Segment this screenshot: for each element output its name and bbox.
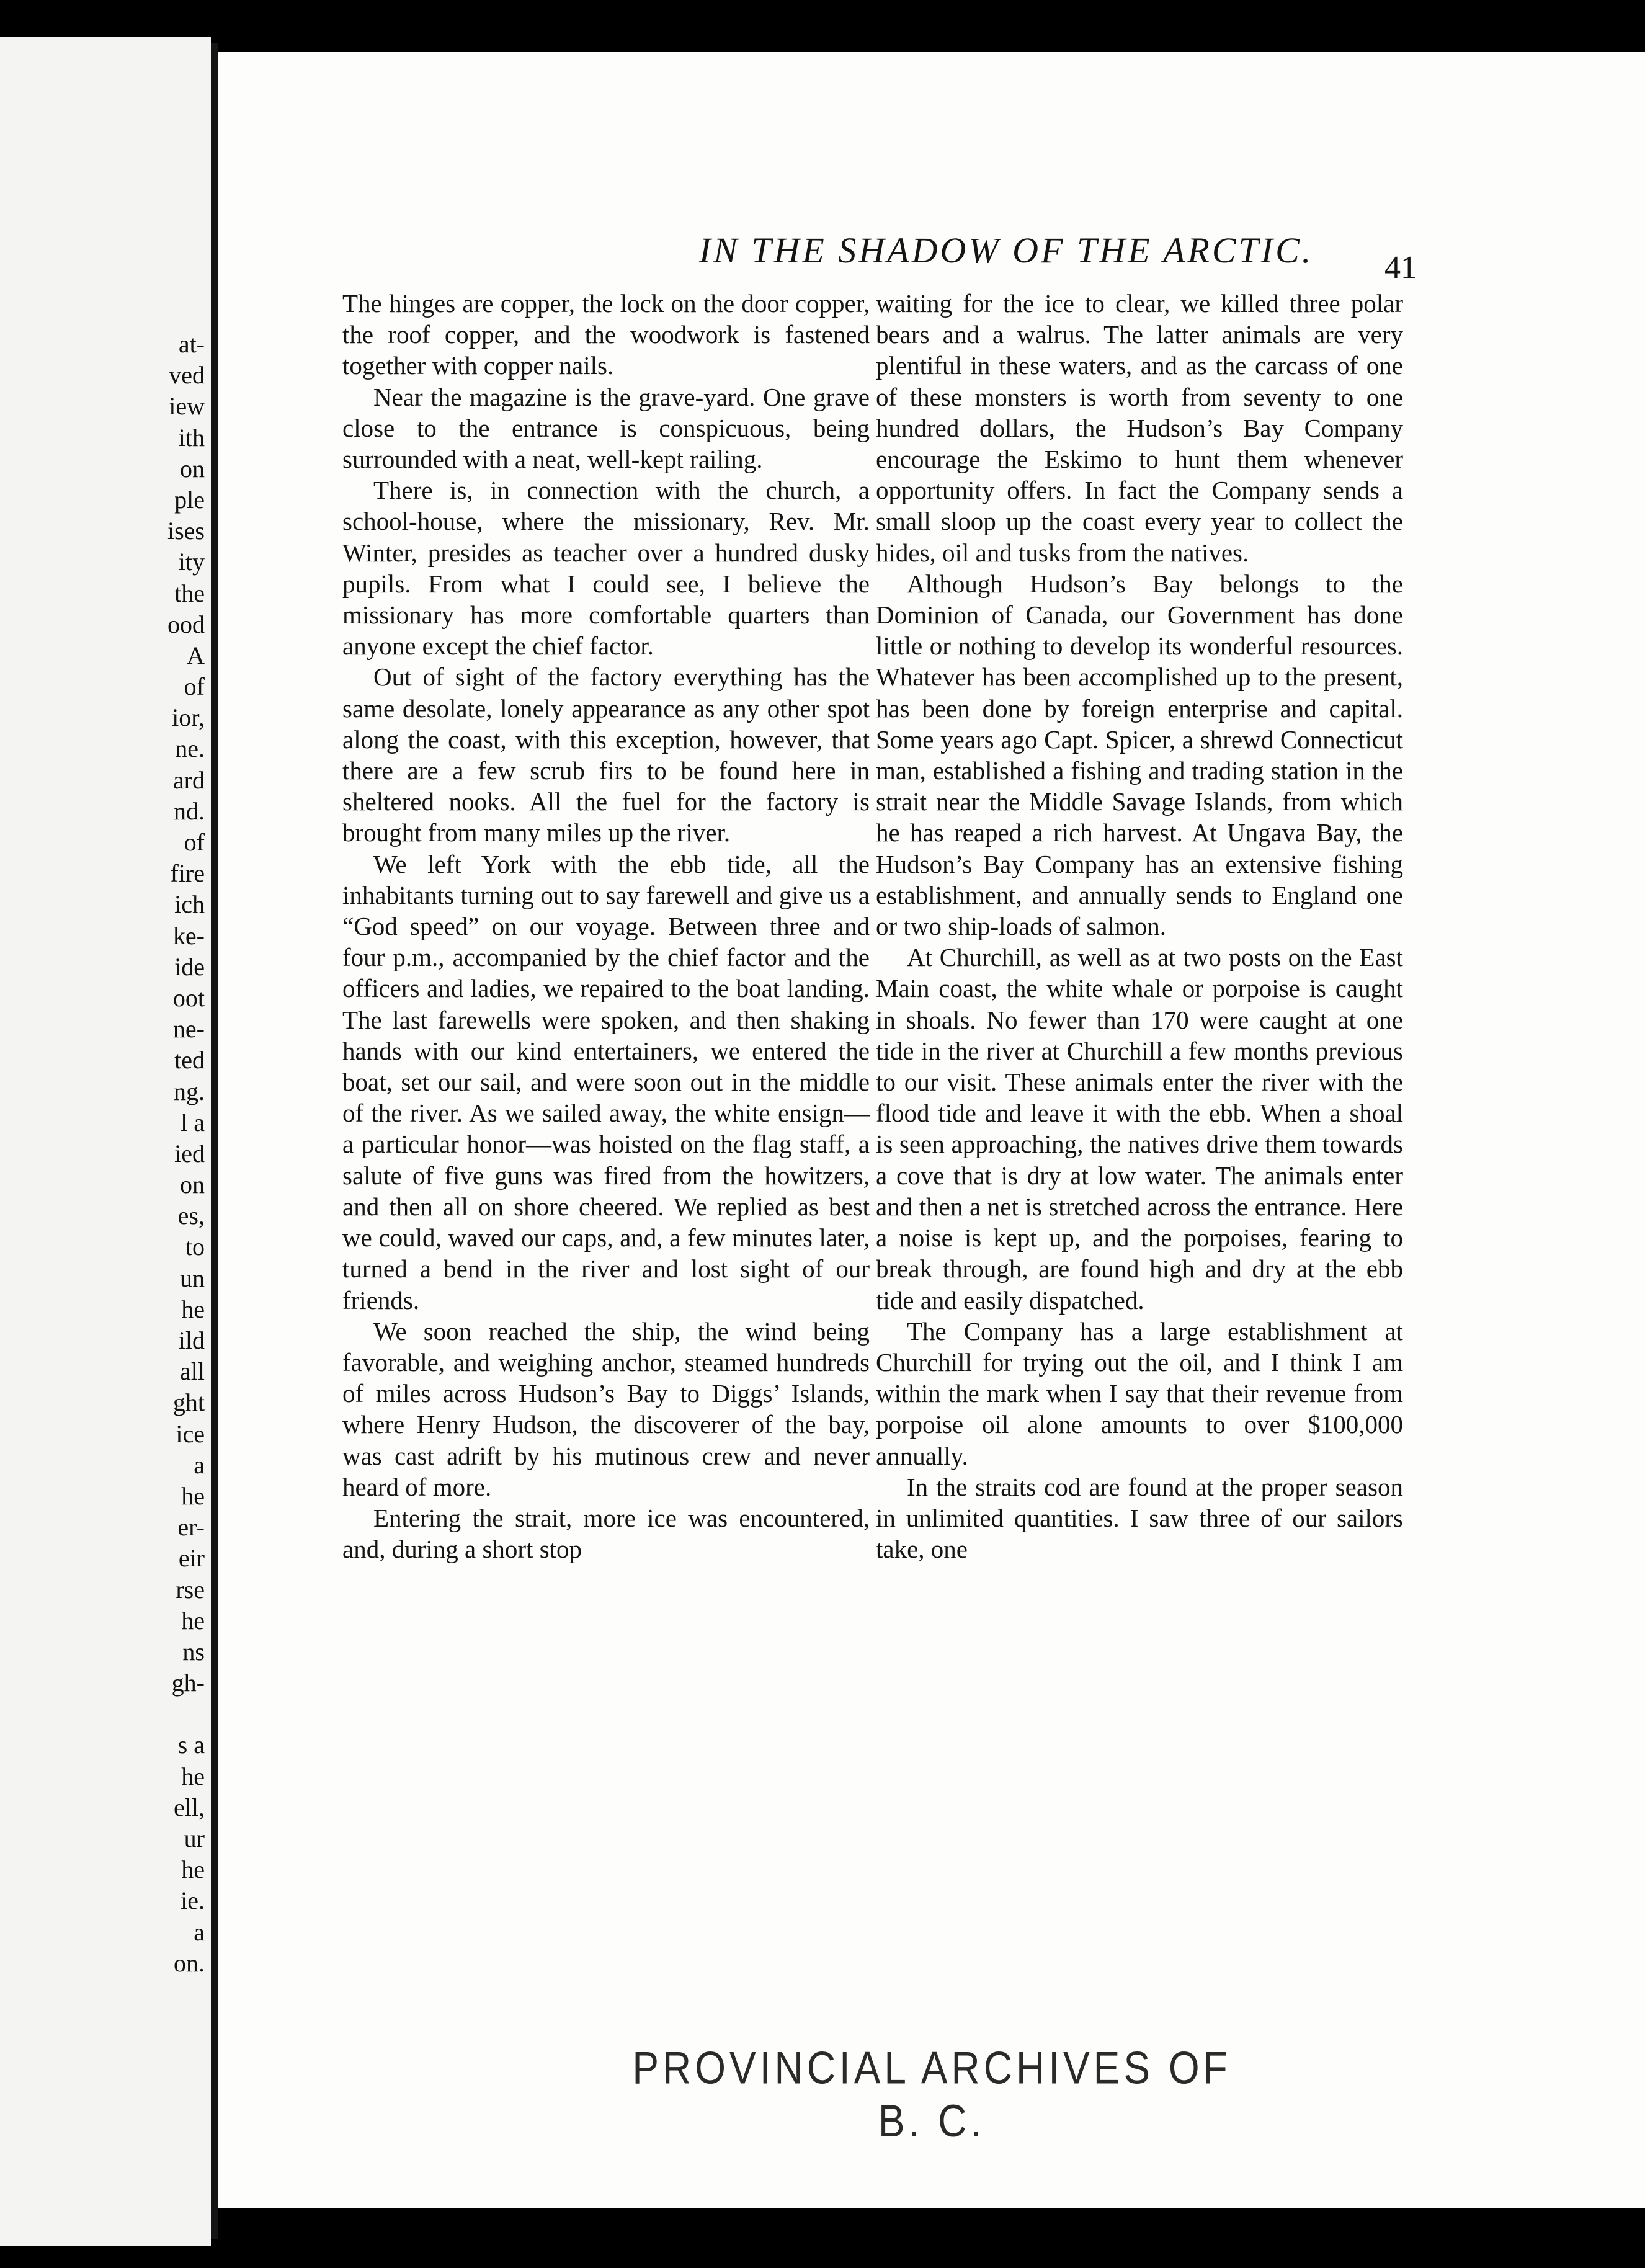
fragment-gap (130, 1699, 205, 1730)
facing-page-fragment: un (180, 1264, 205, 1292)
facing-page-fragment: ises (167, 517, 205, 545)
facing-page-fragment: ng. (174, 1077, 205, 1105)
facing-page-fragment: on (180, 1171, 205, 1199)
facing-page-fragment: ice (176, 1419, 205, 1448)
facing-page-fragment: gh- (171, 1669, 205, 1697)
facing-page-fragment: eir (178, 1544, 205, 1573)
facing-page-fragment: the (174, 579, 205, 607)
facing-page-fragment: of (184, 828, 205, 856)
facing-page-fragment: ior, (172, 703, 205, 732)
facing-page-fragment: fire (170, 859, 205, 888)
facing-page-fragment: ke- (172, 921, 205, 950)
facing-page-fragment: ild (178, 1326, 205, 1354)
book-page (218, 52, 1645, 2223)
facing-page-fragment: ght (172, 1388, 205, 1417)
paragraph: Out of sight of the factory everything has the same desolate, lonely appearance as any other spot along the coast, with this exception, however, that there are a few scrub firs to be found here in sheltered nooks. All the fuel for the factory is brought from many miles up the river. (342, 663, 870, 847)
facing-page-fragment: a (194, 1450, 205, 1479)
scan-bottom-edge (218, 2208, 1645, 2268)
book-gutter (211, 43, 218, 2239)
right-text-column (876, 288, 1403, 1565)
facing-page-fragment: of (184, 672, 205, 701)
paragraph: We soon reached the ship, the wind being favorable, and weighing anchor, steamed hundreds of miles across Hudson’s Bay to Diggs’ Islands, where Henry Hudson, the discoverer of the bay, was cast adrift by his mutinous crew and never heard of more. (342, 1316, 870, 1501)
facing-page-fragment: on. (174, 1949, 205, 1977)
facing-page-fragment: es, (177, 1202, 205, 1230)
facing-page-fragment: nd. (174, 797, 205, 825)
paragraph: We left York with the ebb tide, all the inhabitants turning out to say farewell and give us a “God speed” on our voyage. Between three and four p.m., accompanied by the chief factor and the officers and ladies, we repaired to the boat landing. The last farewells were spoken, and then shaking hands with our kind entertainers, we entered the boat, set our sail, and were soon out in the middle of the river. As we sailed away, the white ensign—a particular honor—was hoisted on the flag staff, a salute of five guns was fired from the howitzers, and then all on shore cheered. We replied as best we could, waved our caps, and, a few minutes later, turned a bend in the river and lost sight of our friends. (342, 849, 870, 1315)
facing-page-fragment: ple (174, 485, 205, 514)
paragraph: waiting for the ice to clear, we killed three polar bears and a walrus. The latter animals are very plentiful in these waters, and as the carcass of one of these monsters is worth from seventy to one hundred dollars, the Hudson’s Bay Company encourage the Eskimo to hunt them whenever opportunity offers. In fact the Company sends a small sloop up the coast every year to collect the hides, oil and tusks from the natives. (876, 289, 1403, 567)
paragraph: Entering the strait, more ice was encountered, and, during a short stop (342, 1503, 870, 1564)
paragraph: Although Hudson’s Bay belongs to the Dominion of Canada, our Government has done little or nothing to develop its wonderful resources. Whatever has been accomplished up to the present, has been done by foreign enterprise and capital. Some years ago Capt. Spicer, a shrewd Connecticut man, established a fishing and trading station in the strait near the Middle Savage Islands, from which he has reaped a rich harvest. At Ungava Bay, the Hudson’s Bay Company has an extensive fishing establishment, and annually sends to England one or two ship-loads of salmon. (876, 569, 1403, 941)
facing-page-fragment: ide (174, 952, 205, 981)
facing-page-fragment: er- (177, 1513, 205, 1542)
facing-page-fragment: he (181, 1606, 205, 1635)
facing-page-fragment: oot (172, 983, 205, 1012)
facing-page-fragment: a (194, 1918, 205, 1946)
facing-page-fragment: ell, (174, 1793, 205, 1821)
facing-page-fragment: on (180, 454, 205, 483)
facing-page-fragment: he (181, 1855, 205, 1884)
facing-page-fragment: ith (178, 423, 205, 452)
facing-page-fragment: ur (184, 1824, 205, 1852)
facing-page-fragment: l a (181, 1108, 205, 1136)
facing-page-fragment: ne. (175, 734, 205, 763)
facing-page-fragment: ood (167, 610, 205, 638)
paragraph: The hinges are copper, the lock on the door copper, the roof copper, and the woodwork is fastened together with copper nails. (342, 289, 870, 380)
facing-page-fragment: ard (172, 766, 205, 794)
left-text-column (342, 288, 870, 1565)
facing-page-fragment: all (180, 1357, 205, 1386)
facing-page-edge (0, 37, 211, 2246)
facing-page-line-fragments (130, 329, 205, 1979)
page-number: 41 (1384, 250, 1417, 285)
facing-page-fragment: ie. (181, 1886, 205, 1915)
facing-page-fragment: s a (177, 1731, 205, 1759)
facing-page-fragment: at- (178, 330, 205, 358)
paragraph: There is, in connection with the church, a school-house, where the missionary, Rev. Mr. Winter, presides as teacher over a hundred dusky pupils. From what I could see, I believe the missionary has more comfortable quarters than anyone except the chief factor. (342, 476, 870, 661)
paragraph: Near the magazine is the grave-yard. One grave close to the entrance is conspicuous, being surrounded with a neat, well-kept railing. (342, 382, 870, 474)
facing-page-fragment: ns (182, 1637, 205, 1666)
archive-stamp: PROVINCIAL ARCHIVES OF B. C. (632, 2042, 1231, 2146)
facing-page-fragment: he (181, 1481, 205, 1510)
paragraph: At Churchill, as well as at two posts on the East Main coast, the white whale or porpoise is caught in shoals. No fewer than 170 were caught at one tide in the river at Churchill a few months previous to our visit. These animals enter the river with the flood tide and leave it with the ebb. When a shoal is seen approaching, the natives drive them towards a cove that is dry at low water. The animals enter and then a net is stretched across the entrance. Here a noise is kept up, and the porpoises, fearing to break through, are found high and dry at the ebb tide and easily dispatched. (876, 943, 1403, 1315)
paragraph: The Company has a large establishment at Churchill for trying out the oil, and I think I am within the mark when I say that their revenue from porpoise oil alone amounts to over $100,000 annually. (876, 1316, 1403, 1470)
facing-page-fragment: ne- (172, 1015, 205, 1043)
facing-page-fragment: rse (176, 1575, 205, 1604)
facing-page-fragment: ich (174, 890, 205, 919)
running-head: IN THE SHADOW OF THE ARCTIC. (698, 230, 1314, 270)
facing-page-fragment: A (187, 641, 205, 669)
facing-page-fragment: ied (174, 1139, 205, 1167)
facing-page-fragment: he (181, 1762, 205, 1790)
facing-page-fragment: he (181, 1295, 205, 1323)
facing-page-fragment: to (185, 1233, 205, 1261)
facing-page-fragment: ted (174, 1046, 205, 1074)
facing-page-fragment: ity (178, 548, 205, 576)
facing-page-fragment: iew (169, 392, 205, 421)
facing-page-fragment: ved (169, 361, 205, 390)
paragraph: In the straits cod are found at the proper season in unlimited quantities. I saw three of our sailors take, one (876, 1472, 1403, 1564)
